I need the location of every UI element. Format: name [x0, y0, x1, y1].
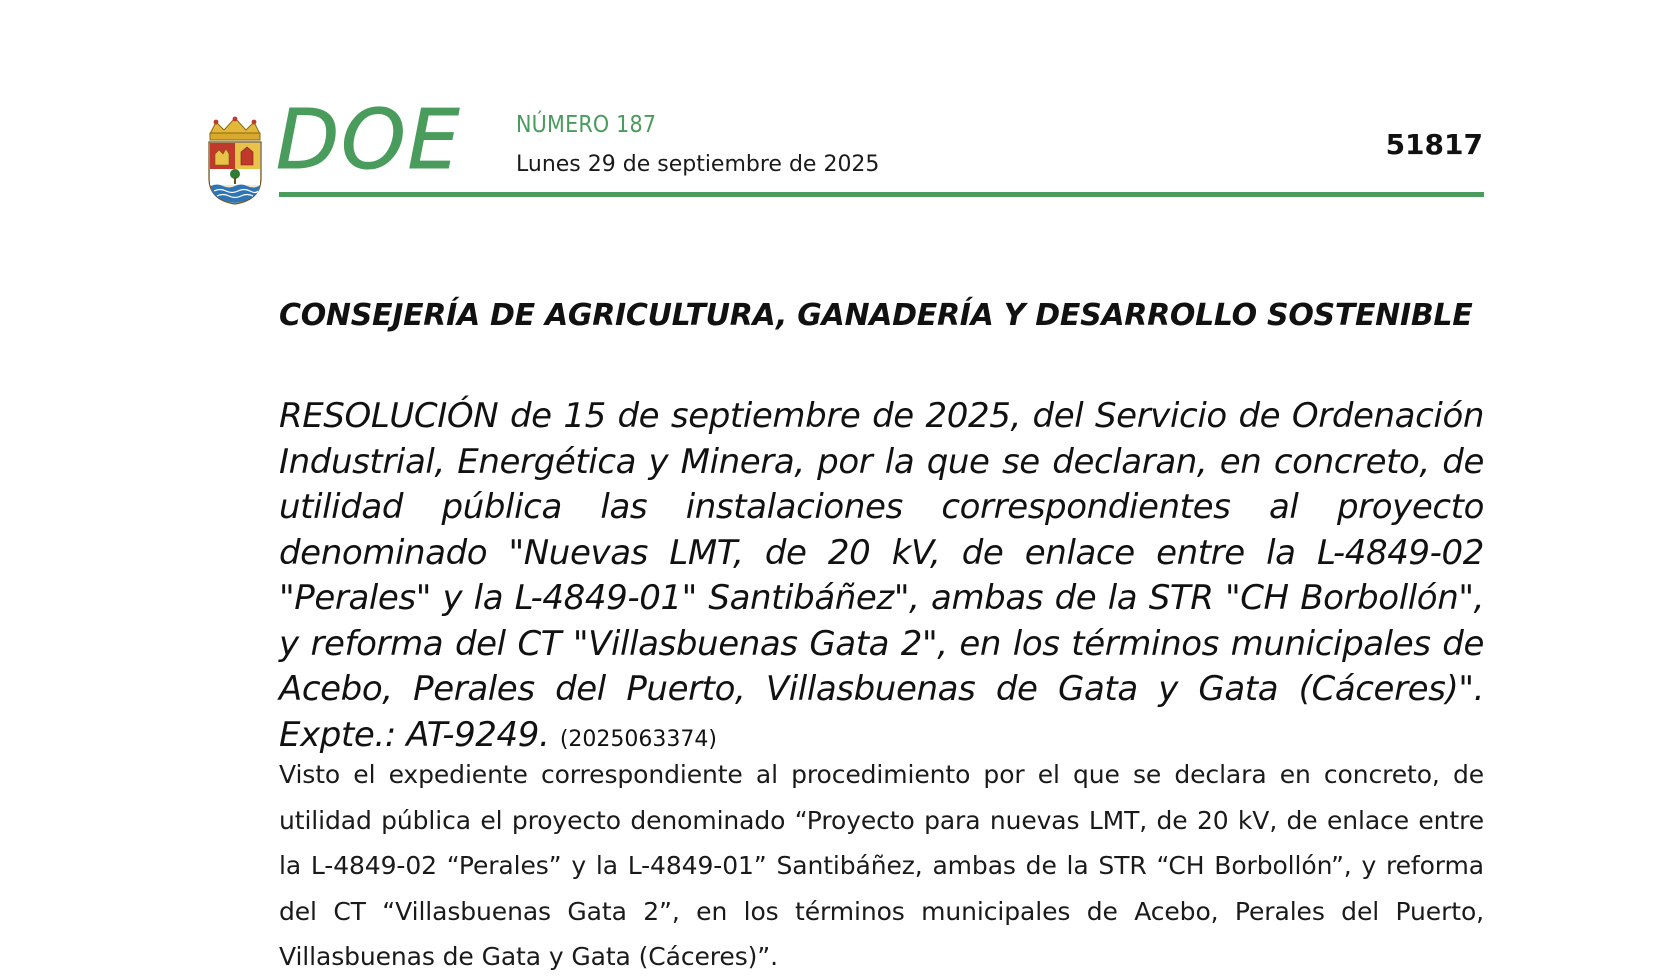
extremadura-coat-of-arms-icon — [204, 116, 266, 206]
page-number: 51817 — [1385, 128, 1483, 161]
resolution-code: (2025063374) — [559, 726, 717, 752]
doe-logo: DOE — [276, 93, 462, 188]
resolution-title — [279, 394, 1484, 762]
issue-date: Lunes 29 de septiembre de 2025 — [516, 152, 880, 177]
body-paragraph: Visto el expediente correspondiente al procedimiento por el que se declara en concreto, de utilidad pública el proyecto denominado “Proyecto para nuevas LMT, de 20 kV, de enlace entre la L-4849-02 “Perales” y la L-4849-01” Santibáñez, ambas de la STR “CH Borbollón”, y reforma del CT “Villasbuenas Gata 2”, en los términos municipales de Acebo, Perales del Puerto, Villasbuenas de Gata y Gata (Cáceres)”. — [279, 760, 1484, 971]
ministry-heading: CONSEJERÍA DE AGRICULTURA, GANADERÍA Y DESARROLLO SOSTENIBLE — [279, 298, 1473, 333]
resolution-title-text: RESOLUCIÓN de 15 de septiembre de 2025, del Servicio de Ordenación Industrial, Energética y Minera, por la que se declaran, en concreto, de utilidad pública las instalaciones correspondientes al proyecto denominado "Nuevas LMT, de 20 kV, de enlace entre la L-4849-02 "Perales" y la L-4849-01" Santibáñez", ambas de la STR "CH Borbollón", y reforma del CT "Villasbuenas Gata 2", en los términos municipales de Acebo, Perales del Puerto, Villasbuenas de Gata y Gata (Cáceres)". Expte.: AT-9249. — [279, 396, 1484, 755]
issue-number: NÚMERO 187 — [516, 112, 657, 138]
header-divider — [279, 192, 1484, 197]
